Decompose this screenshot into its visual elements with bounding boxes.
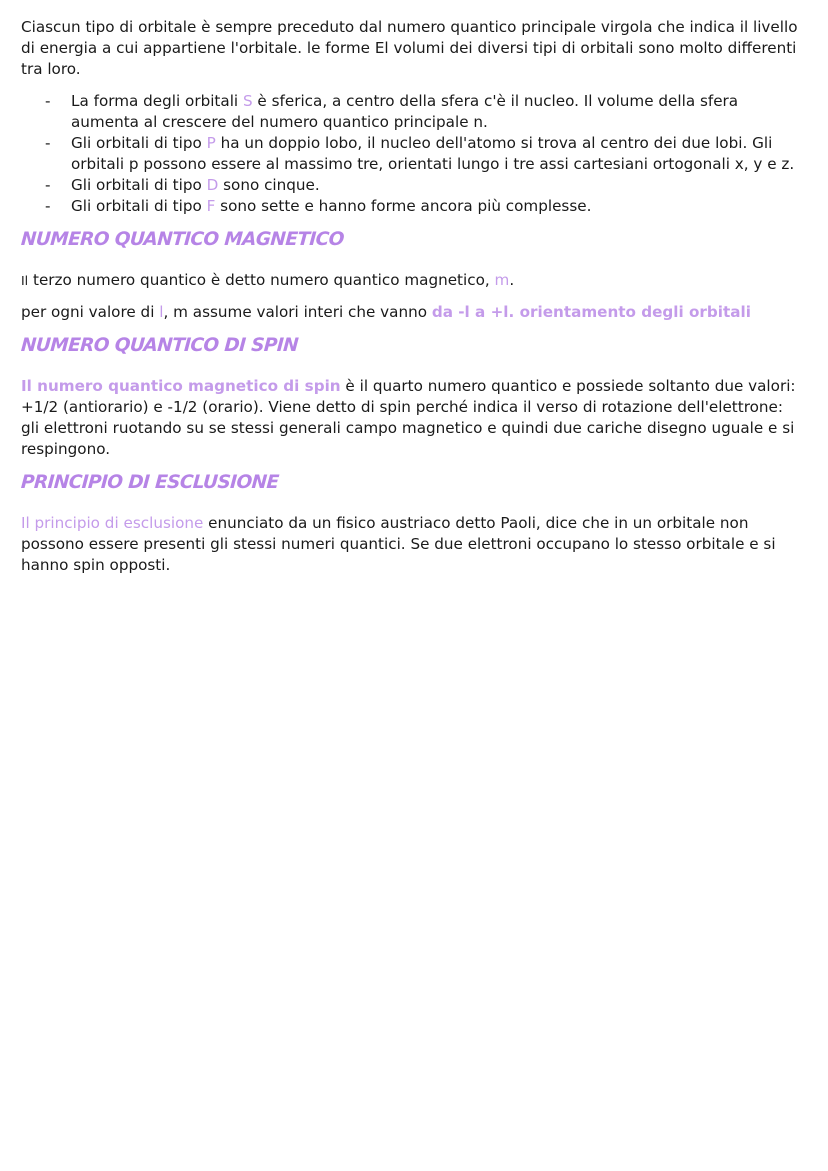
magnetico-paragraph-2 xyxy=(21,302,804,323)
bullet-dash: - xyxy=(45,176,51,194)
heading-spin: NUMERO QUANTICO DI SPIN xyxy=(20,335,299,356)
list-item-f xyxy=(21,196,804,217)
highlight-m: m xyxy=(494,271,510,289)
bullet-text: sono sette e hanno forme ancora più complesse. xyxy=(215,197,592,215)
bullet-text: Gli orbitali di tipo xyxy=(71,176,207,194)
bullet-dash: - xyxy=(45,92,51,110)
highlight-range: da -l a +l. orientamento degli orbitali xyxy=(431,303,751,321)
bullet-text: ha un doppio lobo, il nucleo dell'atomo si trova al centro dei due lobi. Gli orbitali p possono essere al massimo tre, orientati lungo i tre assi cartesiani ortogonali x, y e z. xyxy=(71,134,795,173)
bullet-text: Gli orbitali di tipo xyxy=(71,134,207,152)
small-il: Il xyxy=(21,273,29,288)
highlight-spin: Il numero quantico magnetico di spin xyxy=(21,377,341,395)
bullet-text: Gli orbitali di tipo xyxy=(71,197,207,215)
bullet-text: sono cinque. xyxy=(218,176,320,194)
bullet-dash: - xyxy=(45,134,51,152)
intro-paragraph: Ciascun tipo di orbitale è sempre preceduto dal numero quantico principale virgola che indica il livello di energia a cui appartiene l'orbitale. le forme El volumi dei diversi tipi di orbitali sono molto differenti tra loro. xyxy=(21,18,798,78)
esclusione-paragraph xyxy=(21,513,804,576)
highlight-f: F xyxy=(206,197,216,215)
paragraph-text: è il quarto numero quantico e possiede soltanto due valori: +1/2 (antiorario) e -1/2 (orario). Viene detto di spin perché indica il verso di rotazione dell'elettrone: gli elettroni ruotando su se stessi generali campo magnetico e quindi due cariche disegno uguale e si respingono. xyxy=(21,377,796,458)
bullet-dash: - xyxy=(45,197,51,215)
paragraph-text: . xyxy=(509,271,515,289)
bullet-text: è sferica, a centro della sfera c'è il nucleo. Il volume della sfera aumenta al crescere del numero quantico principale n. xyxy=(71,92,739,131)
paragraph-text: terzo numero quantico è detto numero quantico magnetico, xyxy=(28,271,495,289)
heading-magnetico: NUMERO QUANTICO MAGNETICO xyxy=(20,229,345,250)
list-item-s xyxy=(21,91,804,133)
paragraph-text: per ogni valore di xyxy=(21,303,160,321)
magnetico-paragraph-1 xyxy=(21,270,804,291)
list-item-p xyxy=(21,133,804,175)
highlight-s: S xyxy=(242,92,253,110)
highlight-d: D xyxy=(206,176,219,194)
spin-paragraph xyxy=(21,376,804,460)
bullet-text: La forma degli orbitali xyxy=(71,92,243,110)
heading-esclusione: PRINCIPIO DI ESCLUSIONE xyxy=(20,472,280,493)
orbital-list xyxy=(21,91,804,217)
highlight-l: l xyxy=(159,303,164,321)
highlight-esclusione: Il principio di esclusione xyxy=(21,514,204,532)
highlight-p: P xyxy=(206,134,216,152)
paragraph-text: enunciato da un fisico austriaco detto Paoli, dice che in un orbitale non possono essere presenti gli stessi numeri quantici. Se due elettroni occupano lo stesso orbitale e si hanno spin opposti. xyxy=(21,514,776,574)
paragraph-text: , m assume valori interi che vanno xyxy=(163,303,432,321)
list-item-d xyxy=(21,175,804,196)
